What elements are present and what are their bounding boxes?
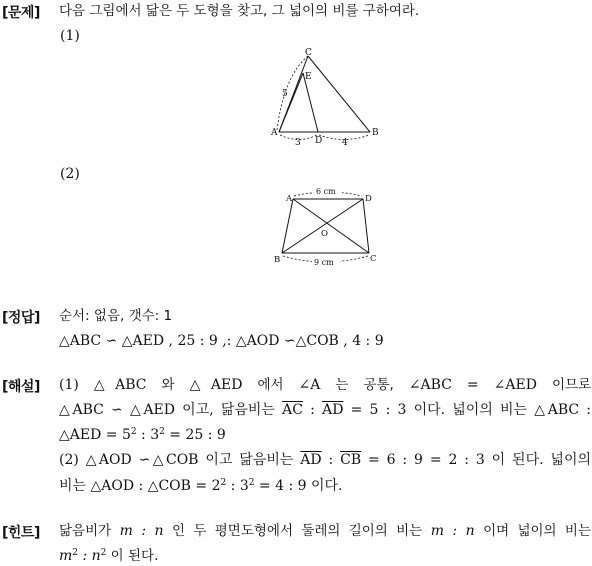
hint2-m: m	[59, 548, 73, 564]
sol4-seg-cb: $\overline{CB}$	[340, 452, 362, 468]
solution-tag: [해설]	[2, 379, 40, 395]
sol1-w6: 는	[335, 377, 349, 393]
sol3-exp1: 2	[130, 427, 137, 437]
answer-tag: [정답]	[2, 310, 40, 326]
sol1-w10: ∠AED	[493, 377, 537, 393]
solution-line3	[59, 426, 226, 444]
part1-label: (1)	[60, 28, 80, 44]
sol2-colon: :	[310, 402, 315, 418]
sol1-w3: △AED	[189, 377, 243, 393]
hint-line1	[59, 522, 591, 540]
fig2-label-c: C	[370, 254, 377, 264]
answer-line2: △ABC ∽ △AED , 25 : 9 ,: △AOD ∽△COB , 4 : 9	[59, 333, 384, 349]
fig2-label-d: D	[365, 194, 372, 204]
fig1-label-d: D	[315, 136, 323, 146]
sol1-w5: ∠A	[298, 377, 321, 393]
solution-line4	[59, 451, 591, 469]
sol1-w9: =	[466, 377, 479, 393]
fig2-label-a: A	[286, 194, 293, 204]
sol1-w8: ∠ABC	[408, 377, 452, 393]
fig2-label-o: O	[321, 229, 328, 239]
sol1-w2: 와	[161, 377, 175, 393]
hint-line2	[59, 547, 158, 565]
sol4-seg-ad: $\overline{AD}$	[300, 452, 322, 468]
sol3-post: = 25 : 9	[164, 427, 226, 443]
hint2-exp2: 2	[100, 548, 107, 558]
hint1-ratio1: m : n	[119, 523, 164, 539]
hint-tag: [힌트]	[2, 525, 40, 541]
sol2-w4: = 5 : 3 이다. 넓이의 비는 △ABC :	[350, 402, 592, 418]
sol2-w0: △ABC ∽ △AED 이고, 닮음비는	[59, 402, 275, 418]
fig1-label-e: E	[305, 72, 312, 82]
sol1-w11: 이므로	[551, 377, 592, 393]
sol5-exp1: 2	[220, 478, 227, 488]
hint2-exp1: 2	[72, 548, 79, 558]
hint1-w0: 닮음비가	[59, 523, 112, 539]
fig2-len-top: 6 cm	[316, 187, 336, 196]
sol1-w7: 공통,	[363, 377, 394, 393]
sol3-mid: : 3	[136, 427, 160, 443]
fig1-len-4: 4	[342, 138, 348, 148]
solution-line5	[59, 477, 343, 495]
fig1-label-a: A	[271, 128, 278, 138]
hint1-w4: 이며 넓이의 비는	[483, 523, 591, 539]
hint2-n: : n	[78, 548, 101, 564]
fig2-len-bottom: 9 cm	[314, 258, 334, 267]
sol5-post: = 4 : 9 이다.	[254, 478, 343, 494]
fig1-len-3: 3	[295, 138, 301, 148]
fig2-label-b: B	[274, 255, 281, 265]
fig1-label-b: B	[372, 128, 379, 138]
solution-line1	[59, 376, 591, 394]
problem-question: 다음 그림에서 닮은 두 도형을 찾고, 그 넓이의 비를 구하여라.	[59, 3, 420, 19]
sol5-mid: : 3	[226, 478, 249, 494]
hint1-w2: 인 두 평면도형에서 둘레의 길이의 비는	[172, 523, 423, 539]
answer-line1: 순서: 없음, 갯수: 1	[59, 308, 173, 324]
sol2-seg-ad: $\overline{AD}$	[322, 402, 344, 418]
sol4-w0: (2) △AOD ∽△COB 이고 닮음비는	[59, 452, 294, 468]
sol3-exp2: 2	[159, 427, 165, 437]
sol4-colon: :	[328, 452, 334, 468]
sol5-pre: 비는 △AOD : △COB = 2	[59, 478, 221, 494]
hint2-post: 이 된다.	[106, 548, 159, 564]
sol5-exp2: 2	[248, 478, 255, 488]
solution-line2	[59, 401, 591, 419]
problem-tag: [문제]	[2, 5, 40, 21]
fig1-label-c: C	[305, 48, 312, 58]
hint1-ratio2: m : n	[430, 523, 475, 539]
sol1-w4: 에서	[257, 377, 284, 393]
fig1-len-5: 5	[282, 89, 288, 99]
figure-trapezoid-abcd	[270, 184, 382, 270]
figure-triangle-abc	[262, 46, 386, 148]
sol2-seg-ac: $\overline{AC}$	[282, 402, 303, 418]
sol1-w0: (1)	[59, 377, 79, 393]
sol3-pre: △AED = 5	[59, 427, 131, 443]
sol4-w4: = 6 : 9 = 2 : 3 이 된다. 넓이의	[368, 452, 591, 468]
part2-label: (2)	[60, 166, 80, 182]
sol1-w1: △ABC	[93, 377, 147, 393]
